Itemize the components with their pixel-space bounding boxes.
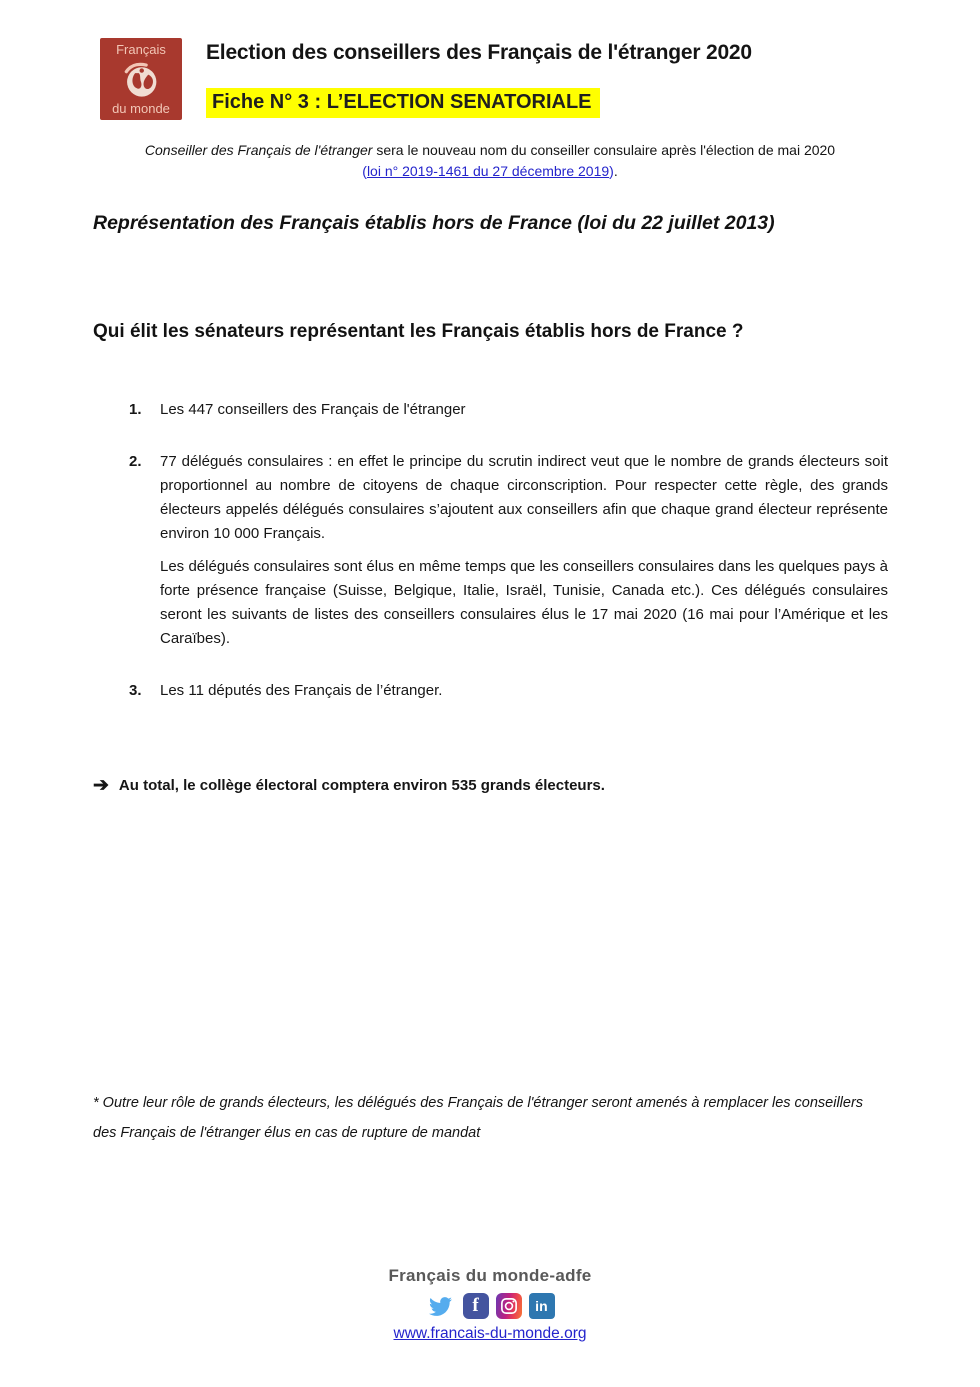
twitter-icon[interactable]	[426, 1293, 456, 1319]
electors-list	[93, 398, 888, 703]
arrow-icon: ➔	[93, 775, 109, 796]
list-item-text: Les 447 conseillers des Français de l'étranger	[160, 401, 466, 418]
logo-bottom-label: du monde	[112, 101, 170, 116]
summary-line	[93, 776, 605, 795]
document-footer	[0, 1266, 980, 1343]
footer-url-row	[0, 1325, 980, 1343]
law-link[interactable]: loi n° 2019-1461 du 27 décembre 2019	[366, 163, 610, 179]
list-item	[93, 679, 888, 703]
representation-heading: Représentation des Français établis hors de France (loi du 22 juillet 2013)	[93, 212, 775, 234]
globe-icon	[119, 57, 163, 101]
intro-line2	[50, 162, 930, 181]
instagram-icon[interactable]	[496, 1293, 522, 1319]
linkedin-icon[interactable]: in	[529, 1293, 555, 1319]
list-item-number: 3.	[129, 682, 142, 699]
intro-period: .	[613, 163, 618, 179]
list-item-text: Les délégués consulaires sont élus en même temps que les conseillers consulaires dans les quelques pays à forte présence française (Suisse, Belgique, Italie, Israël, Tunisie, Canada etc.). Ces délégués consulaires seront les suivants de listes des conseillers consulaires élus le 17 mai 2020 (16 mai pour l’Amérique et les Caraïbes).	[160, 558, 888, 647]
list-item	[93, 398, 888, 422]
intro-line1	[50, 141, 930, 160]
website-link[interactable]: www.francais-du-monde.org	[393, 1325, 587, 1342]
logo-francais-du-monde	[100, 38, 182, 120]
list-item-text: 77 délégués consulaires : en effet le principe du scrutin indirect veut que le nombre de grands électeurs soit proportionnel au nombre de citoyens de chaque circonscription. Pour respecter cette règle, des grands électeurs appelés délégués consulaires s’ajoutent aux conseillers afin que chaque grand électeur représente environ 10 000 Français.	[160, 453, 888, 542]
page-title: Election des conseillers des Français de l'étranger 2020	[206, 41, 752, 64]
footer-brand-name: Français du monde-adfe	[388, 1266, 592, 1285]
header-text-block	[206, 38, 752, 120]
summary-text: Au total, le collège électoral comptera environ 535 grands électeurs.	[118, 777, 605, 794]
intro-note	[50, 141, 930, 181]
link-close-paren: )	[609, 163, 614, 179]
footnote-text: * Outre leur rôle de grands électeurs, les délégués des Français de l'étranger seront amenés à remplacer les conseillers des Français de l'étranger élus en cas de rupture de mandat	[93, 1095, 864, 1141]
social-icons-row	[0, 1292, 980, 1320]
intro-emphasis: Conseiller des Français de l'étranger	[144, 142, 373, 158]
list-item-number: 2.	[129, 453, 142, 470]
list-item-number: 1.	[129, 401, 142, 418]
list-item-text: Les 11 députés des Français de l’étranger.	[160, 682, 443, 699]
facebook-icon[interactable]: f	[463, 1293, 489, 1319]
link-open-paren: (	[362, 163, 367, 179]
intro-rest: sera le nouveau nom du conseiller consulaire après l'élection de mai 2020	[372, 142, 836, 158]
logo-top-label: Français	[116, 42, 166, 57]
document-header	[100, 38, 752, 120]
list-item	[93, 450, 888, 651]
question-heading: Qui élit les sénateurs représentant les Français établis hors de France ?	[93, 321, 744, 342]
fiche-highlight-banner: Fiche N° 3 : L’ELECTION SENATORIALE	[206, 88, 600, 118]
